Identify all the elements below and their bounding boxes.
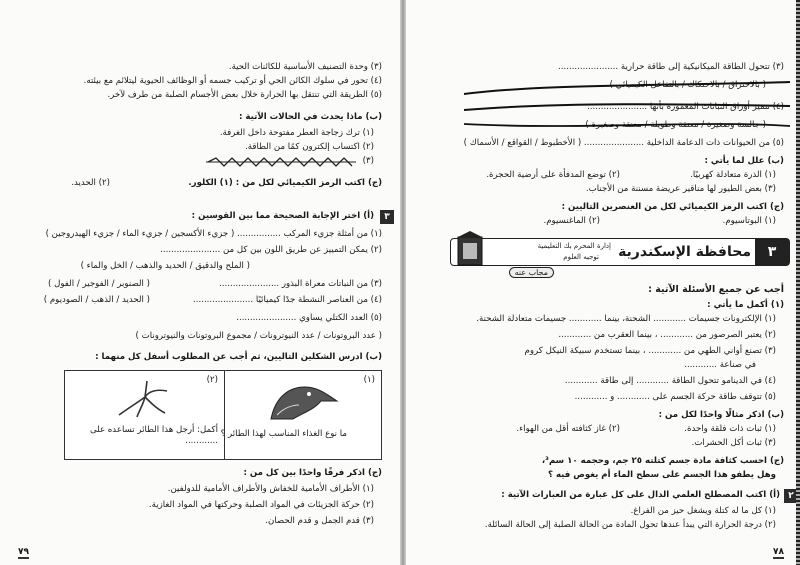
text-line: (٤) تحور في سلوك الكائن الحي أو تركيب جسمه أو الوظائف الحيوية ليتلائم مع بيئته. <box>83 76 382 86</box>
page-number: ٧٩ <box>18 547 29 557</box>
handwritten-strike <box>462 100 792 114</box>
scribbled-text <box>206 156 356 168</box>
text-line: وهل يطفو هذا الجسم على سطح الماء أم يغوص فيه ؟ <box>547 470 776 480</box>
figure-label: (١) <box>363 375 375 385</box>
text-line: (١) الذرة متعادلة كهربيًا. <box>690 170 776 180</box>
text-line: (٣) تتحول الطاقة الميكانيكية إلى طاقة حرارية ...................... <box>558 62 784 72</box>
governorate-title: محافظة الإسكندرية <box>618 244 751 260</box>
text-line: ( عدد البروتونات / عدد النيوترونات / مجموع البروتونات والنيوترونات ) <box>135 331 382 341</box>
text-line: ( الملح والدقيق / الحديد والذهب / الخل والماء ) <box>80 261 250 271</box>
text-line: (٢) الحديد. <box>71 178 110 188</box>
text-line: (٣) <box>362 156 374 166</box>
text-line: (٣) قدم الجمل و قدم الحصان. <box>265 516 374 526</box>
page-edge-stripe <box>796 0 800 565</box>
text-line: (٢) اكتساب إلكترون كمًا من الطاقة. <box>245 142 374 152</box>
text-line: (٥) العدد الكتلي يساوي ...................... <box>236 313 382 323</box>
section-heading: (ج) اذكر فرقًا واحدًا بين كل من : <box>243 468 382 478</box>
governorate-banner <box>450 238 790 266</box>
text-line: (٣) من النباتات معراة البذور ...................... <box>219 279 382 289</box>
text-line: (٢) غاز كثافته أقل من الهواء. <box>516 424 620 434</box>
section-heading: (ج) اكتب الرمز الكيميائي لكل من : (١) الكلور. <box>188 178 382 188</box>
figure-1-cell <box>220 371 381 459</box>
bird-head-icon <box>265 379 341 423</box>
answered-badge: مجاب عنه <box>509 267 554 278</box>
text-line: (١) الإلكترونات جسيمات ............ الشحنة، بينما ............ جسيمات متعادلة الشحنة. <box>476 314 776 324</box>
section-heading: (ج) احسب كثافة مادة جسم كتلته ٢٥ جم، وحجمه ١٠ سم³، <box>541 456 784 466</box>
section-heading: (ب) علل لما يأتي : <box>704 156 784 166</box>
emblem-icon <box>455 231 485 267</box>
bird-foot-icon <box>107 379 177 419</box>
text-line: (١) البوتاسيوم. <box>722 216 776 226</box>
text-line: ( جالسة وصغيرة / معنقة وطويلة / معنقة وصغيرة ) <box>585 120 766 130</box>
text-line: (٥) الطريقة التي تنتقل بها الحرارة خلال بعض الأجسام الصلبة من طرف لآخر. <box>107 90 382 100</box>
figure-caption: ما نوع الغذاء المناسب لهذا الطائر ؟ <box>220 429 347 439</box>
section-heading: (أ) اختر الإجابة الصحيحة مما بين القوسين : <box>191 211 374 221</box>
section-heading: (ب) ماذا يحدث في الحالات الآتية : <box>238 112 382 122</box>
text-line: (٥) من الحيوانات ذات الدعامة الداخلية ...................... ( الأخطبوط / القواقع / الأسماك ) <box>463 138 784 148</box>
text-line: (٢) درجة الحرارة التي يبدأ عندها تحول المادة من الحالة الصلبة إلى الحالة السائلة. <box>484 520 776 530</box>
text-line: (١) كل ما له كتلة ويشغل حيز من الفراغ. <box>630 506 776 516</box>
instruction: أجب عن جميع الأسئلة الآتية : <box>648 284 784 295</box>
text-line: (٢) يعتبر الصرصور من ............ ، بينما العقرب من ............ <box>558 330 776 340</box>
page-78 <box>406 0 800 565</box>
question-number: ٣ <box>380 210 394 224</box>
section-heading: (١) أكمل ما يأتي : <box>707 300 784 310</box>
text-line: (٢) توضع المدفأة على أرضية الحجرة. <box>486 170 620 180</box>
text-line: (٣) بعض الطيور لها مناقير عريضة مسننة من الأجناب. <box>585 184 776 194</box>
figure-caption: أكمل: أرجل هذا الطائر تساعده على ............ <box>89 425 218 446</box>
text-line: (٢) يمكن التمييز عن طريق اللون بين كل من ...................... <box>160 245 382 255</box>
banner-subtitle: توجيه العلوم <box>563 253 599 261</box>
page-number: ٧٨ <box>773 547 784 557</box>
figure-2-cell <box>65 371 224 459</box>
text-line: (١) ترك زجاجة العطر مفتوحة داخل الغرفة. <box>219 128 374 138</box>
text-line: (٤) تتميز أوراق النباتات المغمورة بأنها ...................... <box>587 102 784 112</box>
text-line: (٢) الماغنسيوم. <box>543 216 600 226</box>
text-line: (٤) من العناصر النشطة جدًا كيميائيًا ...................... <box>193 295 382 305</box>
text-line: (٣) تصنع أواني الطهي من ............ ، بينما تستخدم سبيكة النيكل كروم <box>524 346 776 356</box>
banner-subtitle: إدارة المحرم بك التعليمية <box>537 242 611 250</box>
text-line: ( الحديد / الذهب / الصوديوم ) <box>43 295 150 305</box>
text-line: (١) الأطراف الأمامية للخفاش والأطراف الأمامية للدولفين. <box>167 484 374 494</box>
exam-number: ٣ <box>755 239 789 265</box>
text-line: (١) ثبات ذات فلقة واحدة. <box>684 424 776 434</box>
section-heading: (ب) اذكر مثالًا واحدًا لكل من : <box>658 410 784 420</box>
figure-box <box>64 370 382 460</box>
handwritten-strike <box>462 80 792 98</box>
text-line: ( بالاحتراق / بالاحتكاك / بالتفاعل الكيميائي ) <box>609 80 766 90</box>
section-heading: (ج) اكتب الرمز الكيميائي لكل من العنصرين التاليين : <box>561 202 784 212</box>
text-line: (٣) وحدة التصنيف الأساسية للكائنات الحية. <box>228 62 382 72</box>
text-line: (٥) تتوقف طاقة حركة الجسم على ............ و ............ <box>574 392 776 402</box>
text-line: (١) من أمثلة جزيء المركب ................ ( جزيء الأكسجين / جزيء الماء / جزيء الهيدروجين ) <box>45 229 382 239</box>
handwritten-strike <box>462 118 792 132</box>
figure-label: (٢) <box>206 375 218 385</box>
section-heading: (ب) ادرس الشكلين التاليين، ثم أجب عن المطلوب أسفل كل منهما : <box>95 352 382 362</box>
text-line: (٣) ثبات أكل الحشرات. <box>691 438 776 448</box>
text-line: (٤) في الدينامو تتحول الطاقة ............ إلى طاقة ............ <box>564 376 776 386</box>
question-number: ٢ <box>784 489 798 503</box>
section-heading: (أ) اكتب المصطلح العلمي الدال على كل عبارة من العبارات الآتية : <box>501 490 780 500</box>
text-line: ( الصنوبر / الفوجير / الفول ) <box>48 279 150 289</box>
text-line: في صناعة ............ <box>684 360 756 370</box>
text-line: (٢) حركة الجزيئات في المواد الصلبة وحركتها في المواد الغازية. <box>148 500 374 510</box>
